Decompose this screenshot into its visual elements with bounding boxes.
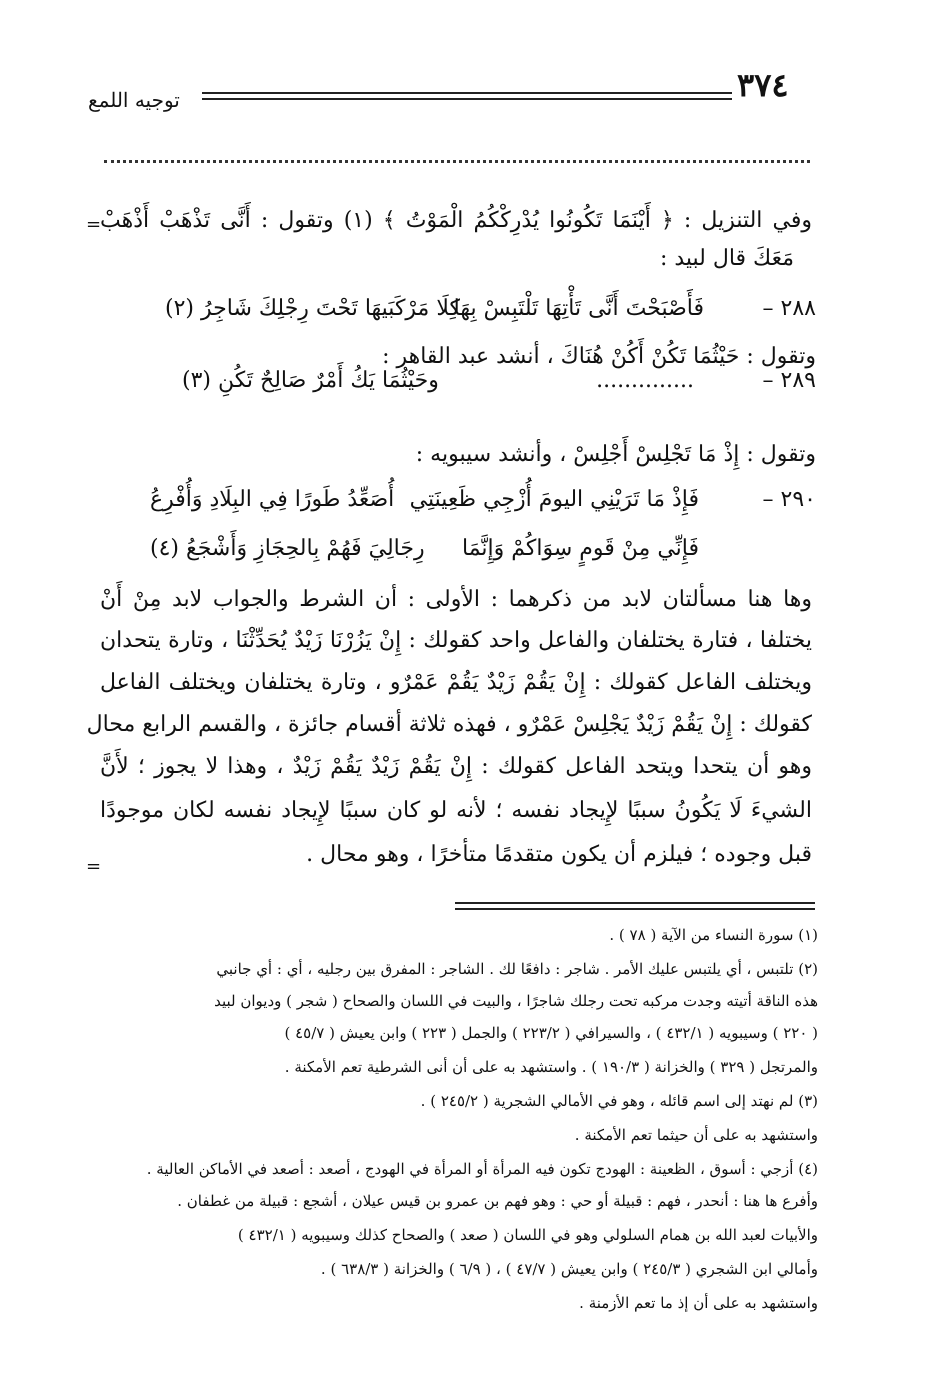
footnote-line: والأبيات لعبد الله بن همام السلولي وهو في اللسان ( صعد ) والصحاح كذلك وسيبويه ( ٤٣٢/١ )	[237, 1226, 818, 1244]
running-title: توجيه اللمع	[88, 88, 180, 112]
footnote-line: (٢) تلتبس ، أي يلتبس عليك الأمر . شاجر : دافعًا لك . الشاجر : المفرق بين رجليه ، أي : أي جانبي	[216, 960, 818, 978]
body-line: وتقول : إِذْ مَا تَجْلِسْ أَجْلِسْ ، وأنشد سيبويه :	[415, 442, 816, 467]
footnote-line: ( ٢٢٠ ) وسيبويه ( ٤٣٢/١ ) ، والسيرافي ( ٢٢٣/٢ ) والجمل ( ٢٢٣ ) وابن يعيش ( ٤٥/٧ )	[284, 1024, 818, 1042]
verse-hemistich: أُصَعِّدُ طَورًا فِي البِلَادِ وَأُفْرِعُ	[150, 487, 395, 512]
body-line: مَعَكَ قال لبيد :	[659, 246, 794, 271]
footnote-line: واستشهد به على أن إذ ما تعم الأزمنة .	[579, 1294, 818, 1312]
verse-number: ٢٩٠ –	[762, 487, 816, 512]
footnote-rule	[455, 902, 815, 904]
verse-hemistich: فَإِذْ مَا تَرَيْنِي اليومَ أُزْجِي ظَعِينَتِي	[409, 487, 699, 512]
body-line: قبل وجوده ؛ فيلزم أن يكون متقدمًا متأخرًا ، وهو محال .	[306, 842, 812, 867]
footnote-rule-lower	[455, 908, 815, 910]
dotted-separator	[104, 160, 810, 163]
footnote-line: وأفرع ها هنا : أنحدر ، فهم : قبيلة أو حي : وهو فهم بن عمرو بن قيس عيلان ، أشجع : قبيلة من غطفان .	[177, 1192, 818, 1210]
body-line: الشيءَ لَا يَكُونُ سببًا لإِيجاد نفسه ؛ لأنه لو كان سببًا لإِيجاد نفسه لكان موجودًا	[100, 798, 812, 823]
body-line: كقولك : إِنْ يَقُمْ زَيْدٌ يَجْلِسْ عَمْرٌو ، فهذه ثلاثة أقسام جائزة ، والقسم الرابع محال	[86, 712, 812, 737]
continuation-marker-bottom: =	[86, 856, 102, 877]
footnote-line: (١) سورة النساء من الآية ( ٧٨ ) .	[609, 926, 818, 944]
footnote-line: (٣) لم نهتد إلى اسم قائله ، وهو في الأمالي الشجرية ( ٢٤٥/٢ ) .	[420, 1092, 818, 1110]
verse-hemistich: وحَيْثُمَا يَكُ أَمْرٌ صَالِحٌ تَكُنِ (٣)	[182, 368, 439, 393]
verse-hemistich: فَإِنِّي مِنْ قَومٍ سِوَاكُمْ وَإِنَّمَا	[462, 536, 699, 561]
header-rule	[202, 92, 732, 94]
body-line: وتقول : حَيْثُمَا تَكُنْ أَكُنْ هُنَاكَ ، أنشد عبد القاهر :	[382, 344, 816, 369]
continuation-marker-top: =	[86, 214, 102, 235]
verse-number: ٢٨٩ –	[762, 368, 816, 393]
body-line: ويختلف الفاعل كقولك : إِنْ يَقُمْ زَيْدٌ يَقُمْ عَمْرٌو ، وتارة يختلفان ويختلف الفاعل	[100, 670, 812, 695]
verse-number: ٢٨٨ –	[762, 296, 816, 321]
verse-hemistich: فَأَصْبَحْتَ أَنَّى تَأْتِهَا تَلْتَبِسْ بِهَا	[453, 296, 704, 321]
body-line: وفي التنزيل : ﴿ أَيْنَمَا تَكُونُوا يُدْرِكْكُمُ الْمَوْتُ ﴾ (١) وتقول : أَنَّى تَذْهَبْ أَذْهَبْ	[100, 208, 813, 233]
verse-hemistich: رِجَالِيَ فَهُمْ بِالحِجَازِ وَأَشْجَعُ (٤)	[150, 536, 425, 561]
footnote-line: هذه الناقة أتيته وجدت مركبه تحت رجلك شاجرًا ، والبيت في اللسان والصحاح ( شجر ) وديوان لبيد	[214, 992, 818, 1010]
verse-hemistich: ..............	[596, 368, 694, 393]
header-rule-lower	[202, 98, 732, 100]
footnote-line: وأمالي ابن الشجري ( ٢٤٥/٣ ) وابن يعيش ( ٤٧/٧ ) ، ( ٦/٩ ) والخزانة ( ٦٣٨/٣ ) .	[320, 1260, 818, 1278]
body-line: وهو أن يتحدا ويتحد الفاعل كقولك : إِنْ يَقُمْ زَيْدٌ يَقُمْ زَيْدٌ ، وهذا لا يجوز ؛ لأَنَّ	[100, 754, 812, 779]
body-line: يختلفا ، فتارة يختلفان والفاعل واحد كقولك : إِنْ يَزُرْنَا زَيْدٌ يُحَدِّثْنَا ، وتارة يتحدان	[100, 628, 812, 653]
footnote-line: (٤) أزجي : أسوق ، الظعينة : الهودج تكون فيه المرأة أو المرأة في الهودج ، أصعد : أصعد في الأماكن العالية .	[146, 1160, 818, 1178]
verse-hemistich: كِلَا مَرْكَبَيهَا تَحْتَ رِجْلِكَ شَاجِرُ (٢)	[165, 296, 460, 321]
body-line: وها هنا مسألتان لابد من ذكرهما : الأولى : أن الشرط والجواب لابد مِنْ أَنْ	[100, 587, 812, 612]
page-number: ٣٧٤	[737, 66, 789, 104]
footnote-line: واستشهد به على أن حيثما تعم الأمكنة .	[574, 1126, 818, 1144]
footnote-line: والمرتجل ( ٣٢٩ ) والخزانة ( ١٩٠/٣ ) . واستشهد به على أن أنى الشرطية تعم الأمكنة .	[284, 1058, 818, 1076]
